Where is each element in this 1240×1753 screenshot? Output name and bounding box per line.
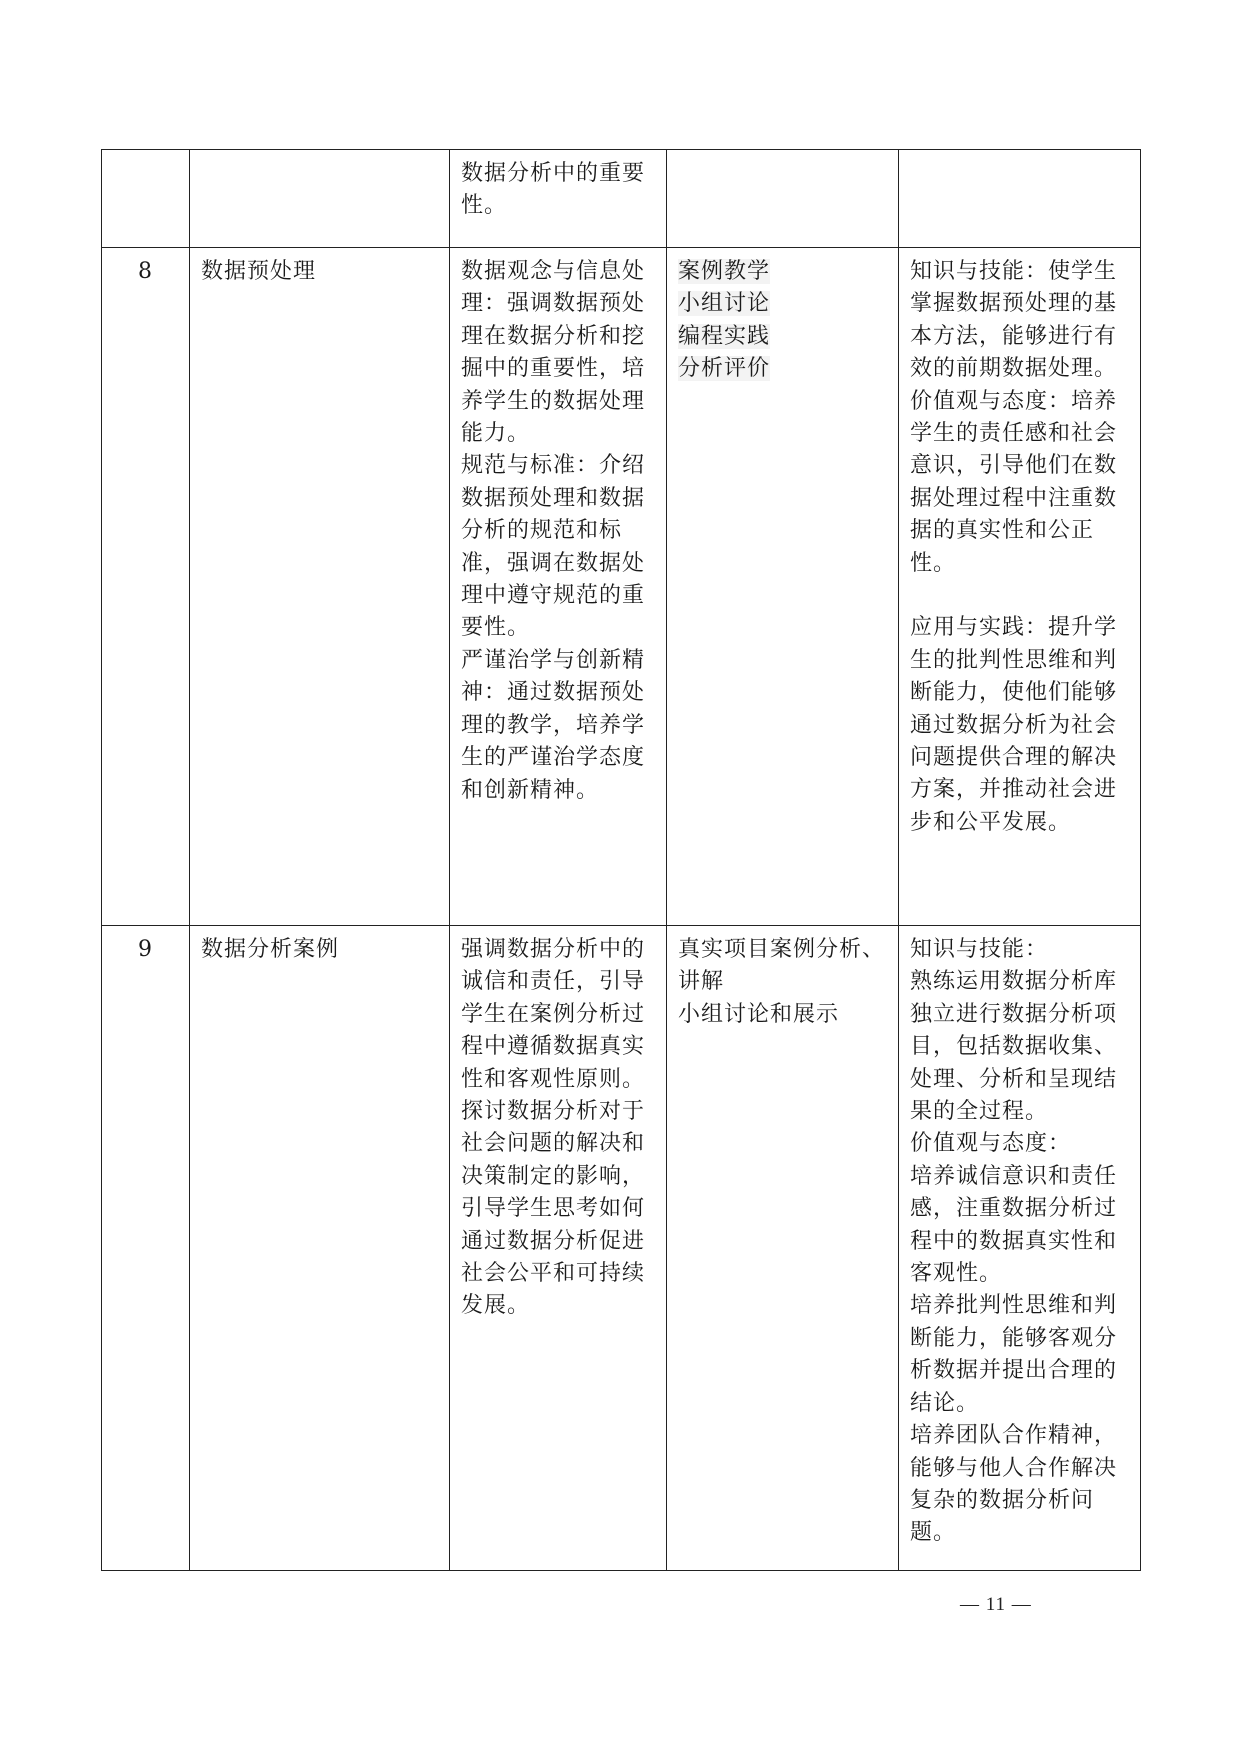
goal-spacer	[910, 580, 1129, 612]
goal-paragraph: 熟练运用数据分析库独立进行数据分析项目，包括数据收集、处理、分析和呈现结果的全过程。	[910, 969, 1118, 1125]
table-row	[102, 926, 1141, 1571]
goal-paragraph: 价值观与态度：	[910, 1131, 1072, 1157]
table-row	[102, 248, 1141, 926]
ideology-cell	[450, 150, 667, 248]
topic-cell	[190, 150, 450, 248]
goal-paragraph: 知识与技能：使学生掌握数据预处理的基本方法，能够进行有效的前期数据处理。	[910, 259, 1118, 382]
method-item: 编程实践	[678, 323, 771, 349]
ideology-paragraph: 规范与标准：介绍数据预处理和数据分析的规范和标准，强调在数据处理中遵守规范的重要性。	[461, 453, 646, 641]
method-item: 分析评价	[678, 356, 771, 382]
topic-cell: 数据预处理	[190, 248, 450, 926]
goal-paragraph: 培养批判性思维和判断能力，能够客观分析数据并提出合理的结论。	[910, 1293, 1118, 1416]
goal-paragraph: 价值观与态度：培养学生的责任感和社会意识，引导他们在数据处理过程中注重数据的真实性和公正性。	[910, 388, 1118, 576]
ideology-paragraph: 强调数据分析中的诚信和责任，引导学生在案例分析过程中遵循数据真实性和客观性原则。	[461, 937, 646, 1092]
method-item: 小组讨论和展示	[678, 1001, 840, 1027]
method-item: 小组讨论	[678, 291, 771, 317]
goal-paragraph: 培养团队合作精神，能够与他人合作解决复杂的数据分析问题。	[910, 1423, 1118, 1546]
method-item: 真实项目案例分析、讲解	[678, 937, 886, 995]
goals-cell	[899, 150, 1141, 248]
topic-cell: 数据分析案例	[190, 926, 450, 1571]
ideology-paragraph: 数据分析中的重要性。	[461, 161, 646, 219]
ideology-cell	[450, 248, 667, 926]
method-item: 案例教学	[678, 259, 771, 284]
ideology-paragraph: 数据观念与信息处理：强调数据预处理在数据分析和挖掘中的重要性，培养学生的数据处理能力。	[461, 259, 646, 447]
goals-cell	[899, 248, 1141, 926]
goal-paragraph: 应用与实践：提升学生的批判性思维和判断能力，使他们能够通过数据分析为社会问题提供合理的解决方案，并推动社会进步和公平发展。	[910, 615, 1118, 835]
table-row	[102, 150, 1141, 248]
goal-paragraph: 培养诚信意识和责任感，注重数据分析过程中的数据真实性和客观性。	[910, 1163, 1118, 1287]
goal-paragraph: 知识与技能：	[910, 937, 1049, 962]
methods-cell	[667, 248, 899, 926]
ideology-paragraph: 探讨数据分析对于社会问题的解决和决策制定的影响，引导学生思考如何通过数据分析促进社会公平和可持续发展。	[461, 1099, 646, 1319]
row-number-cell	[102, 150, 190, 248]
page-number: — 11 —	[960, 1594, 1032, 1615]
methods-cell	[667, 150, 899, 248]
ideology-cell	[450, 926, 667, 1571]
ideology-paragraph: 严谨治学与创新精神：通过数据预处理的教学，培养学生的严谨治学态度和创新精神。	[461, 647, 646, 803]
goals-cell	[899, 926, 1141, 1571]
row-number-cell: 9	[102, 926, 190, 1571]
course-table	[101, 149, 1141, 1571]
methods-cell	[667, 926, 899, 1571]
row-number-cell: 8	[102, 248, 190, 926]
